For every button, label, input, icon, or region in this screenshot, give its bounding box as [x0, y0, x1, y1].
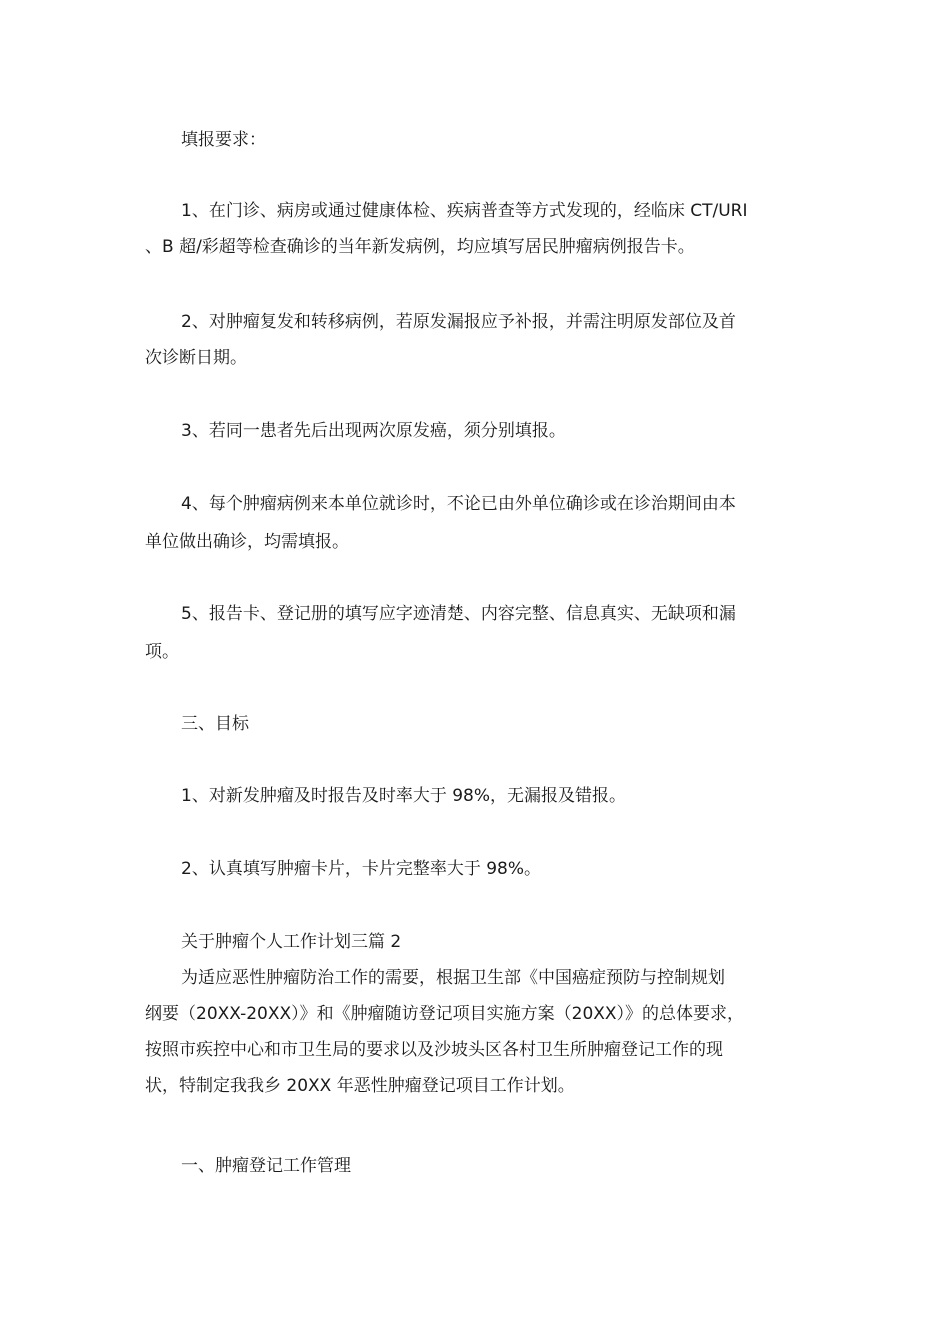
plan-2-line-2: 纲要（20XX-20XX）》和《肿瘤随访登记项目实施方案（20XX）》的总体要求， [145, 1004, 745, 1024]
requirement-3-line-1: 3、若同一患者先后出现两次原发癌，须分别填报。 [181, 421, 566, 441]
plan-2-line-4: 状，特制定我我乡 20XX 年恶性肿瘤登记项目工作计划。 [145, 1076, 575, 1096]
plan-2-title: 关于肿瘤个人工作计划三篇 2 [181, 932, 402, 952]
requirement-1-line-1: 1、在门诊、病房或通过健康体检、疾病普查等方式发现的，经临床 CT/URI [181, 201, 748, 221]
requirement-2-line-1: 2、对肿瘤复发和转移病例，若原发漏报应予补报，并需注明原发部位及首 [181, 312, 736, 332]
requirement-2-line-2: 次诊断日期。 [145, 348, 247, 368]
plan-2-line-1: 为适应恶性肿瘤防治工作的需要，根据卫生部《中国癌症预防与控制规划 [181, 968, 725, 988]
requirement-5-line-1: 5、报告卡、登记册的填写应字迹清楚、内容完整、信息真实、无缺项和漏 [181, 604, 736, 624]
plan-2-line-3: 按照市疾控中心和市卫生局的要求以及沙坡头区各村卫生所肿瘤登记工作的现 [145, 1040, 723, 1060]
requirement-4-line-1: 4、每个肿瘤病例来本单位就诊时，不论已由外单位确诊或在诊治期间由本 [181, 494, 736, 514]
requirement-5-line-2: 项。 [145, 642, 179, 662]
goal-1: 1、对新发肿瘤及时报告及时率大于 98%，无漏报及错报。 [181, 786, 627, 806]
goal-2: 2、认真填写肿瘤卡片，卡片完整率大于 98%。 [181, 859, 542, 879]
requirements-heading: 填报要求： [181, 130, 266, 150]
section-1-heading: 一、肿瘤登记工作管理 [181, 1156, 351, 1176]
requirement-4-line-2: 单位做出确诊，均需填报。 [145, 532, 349, 552]
requirement-1-line-2: 、B 超/彩超等检查确诊的当年新发病例，均应填写居民肿瘤病例报告卡。 [145, 237, 695, 257]
goals-heading: 三、目标 [181, 714, 249, 734]
